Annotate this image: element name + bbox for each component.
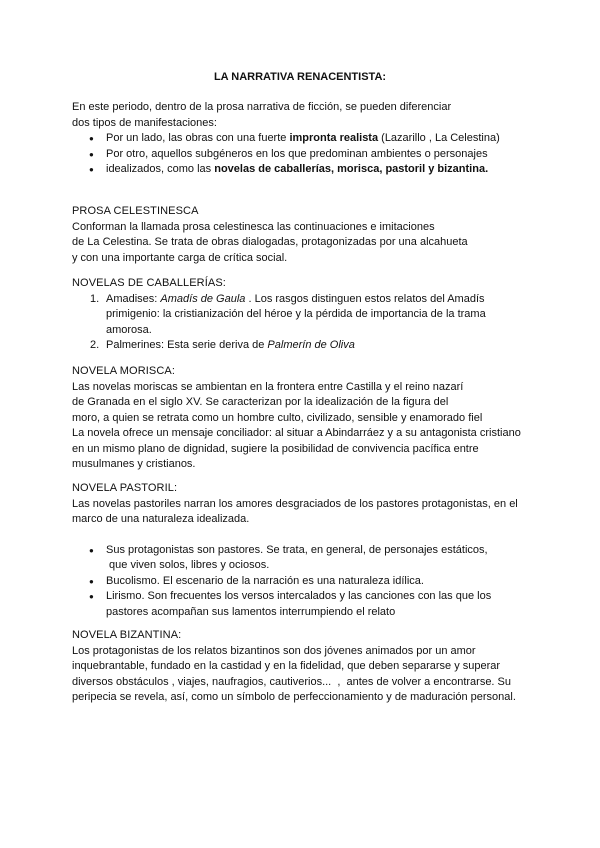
list-number: 2.: [90, 339, 100, 351]
paragraph-line: en un mismo plano de dignidad, sugiere la posibilidad de convivencia pacífica entre: [72, 442, 479, 455]
section-heading: NOVELA BIZANTINA:: [72, 629, 182, 641]
list-item: ● Bucolismo. El escenario de la narración es una naturaleza idílica.: [72, 574, 542, 590]
list-item: ● Lirismo. Son frecuentes los versos intercalados y las canciones con las que los pastores acompañan sus lamentos interrumpiendo el relato: [72, 589, 542, 620]
caballerias-numbered-list: [72, 292, 542, 354]
intro-line: En este periodo, dentro de la prosa narrativa de ficción, se pueden diferenciar: [72, 101, 452, 113]
list-item: ● Por un lado, las obras con una fuerte impronta realista (Lazarillo , La Celestina): [72, 131, 542, 147]
section-heading: PROSA CELESTINESCA: [72, 205, 199, 217]
section-heading: NOVELAS DE CABALLERÍAS:: [72, 277, 226, 289]
paragraph-line: marco de una naturaleza idealizada.: [72, 513, 250, 525]
paragraph-line: y con una importante carga de crítica social.: [72, 251, 288, 264]
paragraph-line: Conforman la llamada prosa celestinesca las continuaciones e imitaciones: [72, 220, 435, 233]
document-title: LA NARRATIVA RENACENTISTA:: [213, 71, 387, 83]
list-item: ● Sus protagonistas son pastores. Se trata, en general, de personajes estáticos, que viven solos, libres y ociosos.: [72, 543, 542, 574]
intro-bullet-list: [72, 131, 542, 178]
pastoril-bullet-list: [72, 543, 542, 621]
paragraph-line: La novela ofrece un mensaje conciliador: al situar a Abindarráez y a su antagonista cristiano: [72, 427, 521, 439]
paragraph-line: Las novelas pastoriles narran los amores desgraciados de los pastores protagonistas, en el: [72, 497, 518, 510]
paragraph-line: moro, a quien se retrata como un hombre culto, civilizado, sensible y enamorado fiel: [72, 411, 483, 424]
celestinesca-section: [72, 204, 542, 266]
list-item: 1. Amadises: Amadís de Gaula . Los rasgos distinguen estos relatos del Amadís primigenio: la cristianización del héroe y la pérdida de importancia de la trama amorosa.: [90, 292, 486, 336]
paragraph-line: inquebrantable, fundado en la castidad y en la fidelidad, que deben separarse y superar: [72, 660, 501, 672]
paragraph-line: Las novelas moriscas se ambientan en la frontera entre Castilla y el reino nazarí: [72, 380, 464, 393]
list-item: ● idealizados, como las novelas de caballerías, morisca, pastoril y bizantina.: [72, 162, 542, 178]
morisca-section: [72, 364, 542, 473]
paragraph-line: diversos obstáculos , viajes, naufragios, cautiverios... , antes de volver a encontrarse. Su: [72, 675, 512, 688]
paragraph-line: Los protagonistas de los relatos bizantinos son dos jóvenes animados por un amor: [72, 644, 476, 657]
caballerias-section: [72, 276, 542, 354]
paragraph-line: peripecia se revela, así, como un símbolo de perfeccionamiento y de maduración personal.: [72, 691, 516, 703]
intro-section: [72, 100, 542, 178]
pastoril-section: [72, 481, 542, 620]
list-item: 2. Palmerines: Esta serie deriva de Palmerín de Oliva: [72, 338, 542, 354]
intro-line: dos tipos de manifestaciones:: [72, 116, 217, 129]
paragraph-line: musulmanes y cristianos.: [72, 458, 196, 470]
section-heading: NOVELA MORISCA:: [72, 365, 175, 377]
section-heading: NOVELA PASTORIL:: [72, 482, 178, 494]
bizantina-section: [72, 628, 542, 706]
list-item: ● Por otro, aquellos subgéneros en los que predominan ambientes o personajes: [72, 147, 542, 163]
list-number: 1.: [90, 292, 100, 305]
paragraph-line: de La Celestina. Se trata de obras dialogadas, protagonizadas por una alcahueta: [72, 236, 468, 248]
paragraph-line: de Granada en el siglo XV. Se caracterizan por la idealización de la figura del: [72, 396, 449, 408]
